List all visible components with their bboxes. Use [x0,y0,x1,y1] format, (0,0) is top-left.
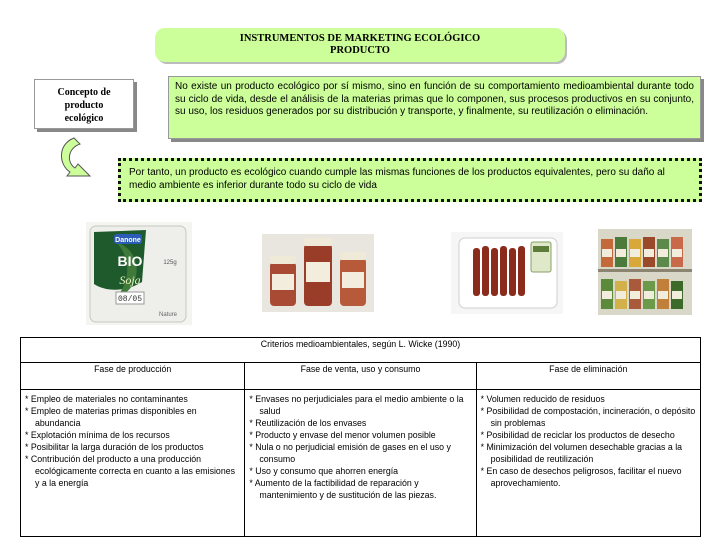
concept-line-1: Concepto de [57,87,111,98]
criteria-table [20,337,701,537]
criteria-title: Criterios medioambientales, según L. Wicke (1990) [21,338,701,363]
sausages-photo [451,232,563,314]
list-item: * Nula o no perjudicial emisión de gases en el uso y consumo [249,442,451,464]
list-item: * Envases no perjudiciales para el medio ambiente o la salud [249,394,464,416]
header-sale-use: Fase de venta, uso y consumo [245,363,476,390]
production-items [21,390,245,537]
conclusion-box: Por tanto, un producto es ecológico cuando cumple las mismas funciones de los productos equivalentes, pero su daño al medio ambiente es inferior durante todo su ciclo de vida [118,158,702,202]
list-item: * Uso y consumo que ahorren energía [249,466,399,476]
jars-photo [262,234,374,312]
list-item: * Empleo de materias primas disponibles en abundancia [25,406,197,428]
list-item: * Minimización del volumen desechable gracias a la posibilidad de reutilización [480,442,683,464]
header-elimination: Fase de eliminación [476,363,700,390]
title-line-2: PRODUCTO [330,45,390,56]
yogurt-footer: Nature [158,312,178,318]
list-item: * Empleo de materiales no contaminantes [25,394,188,404]
yogurt-weight: 125g [163,260,177,266]
concept-line-3: ecológico [64,113,104,124]
concept-line-2: producto [64,100,104,111]
list-item: * Explotación mínima de los recursos [25,430,170,440]
list-item: * En caso de desechos peligrosos, facilitar el nuevo aprovechamiento. [480,466,682,488]
definition-box: No existe un producto ecológico por sí mismo, sino en función de su comportamiento medioambiental durante todo su ciclo de vida, desde el análisis de la materias primas que lo componen, sus procesos productivos en su conjunto, su uso, los residuos generados por su distribución y transporte, y finalmente, su reutilización o eliminación. [168,76,701,139]
yogurt-code: 08/05 [117,295,143,304]
list-item: * Posibilitar la larga duración de los productos [25,442,204,452]
concept-box [34,79,134,129]
list-item: * Producto y envase del menor volumen posible [249,430,436,440]
list-item: * Reutilización de los envases [249,418,367,428]
title-line-1: INSTRUMENTOS DE MARKETING ECOLÓGICO [239,33,481,44]
list-item: * Contribución del producto a una producción ecológicamente correcta en cuanto a las emisiones y a la energía [25,454,235,488]
sale-use-items [245,390,476,537]
shelf-photo [598,229,692,315]
page-title [155,28,565,62]
yogurt-brand: Danone [115,237,141,244]
list-item: * Posibilidad de compostación, incineración, o depósito sin problemas [480,406,696,428]
list-item: * Volumen reducido de residuos [480,394,605,404]
list-item: * Aumento de la factibilidad de reparación y mantenimiento y de sustitución de las piezas. [249,478,437,500]
yogurt-flavor: Soja [119,273,141,287]
curved-arrow-icon [56,136,116,186]
elimination-items [476,390,700,537]
yogurt-photo [86,222,192,325]
list-item: * Posibilidad de reciclar los productos de desecho [480,430,675,440]
yogurt-bio: BIO [117,253,143,269]
header-production: Fase de producción [21,363,245,390]
